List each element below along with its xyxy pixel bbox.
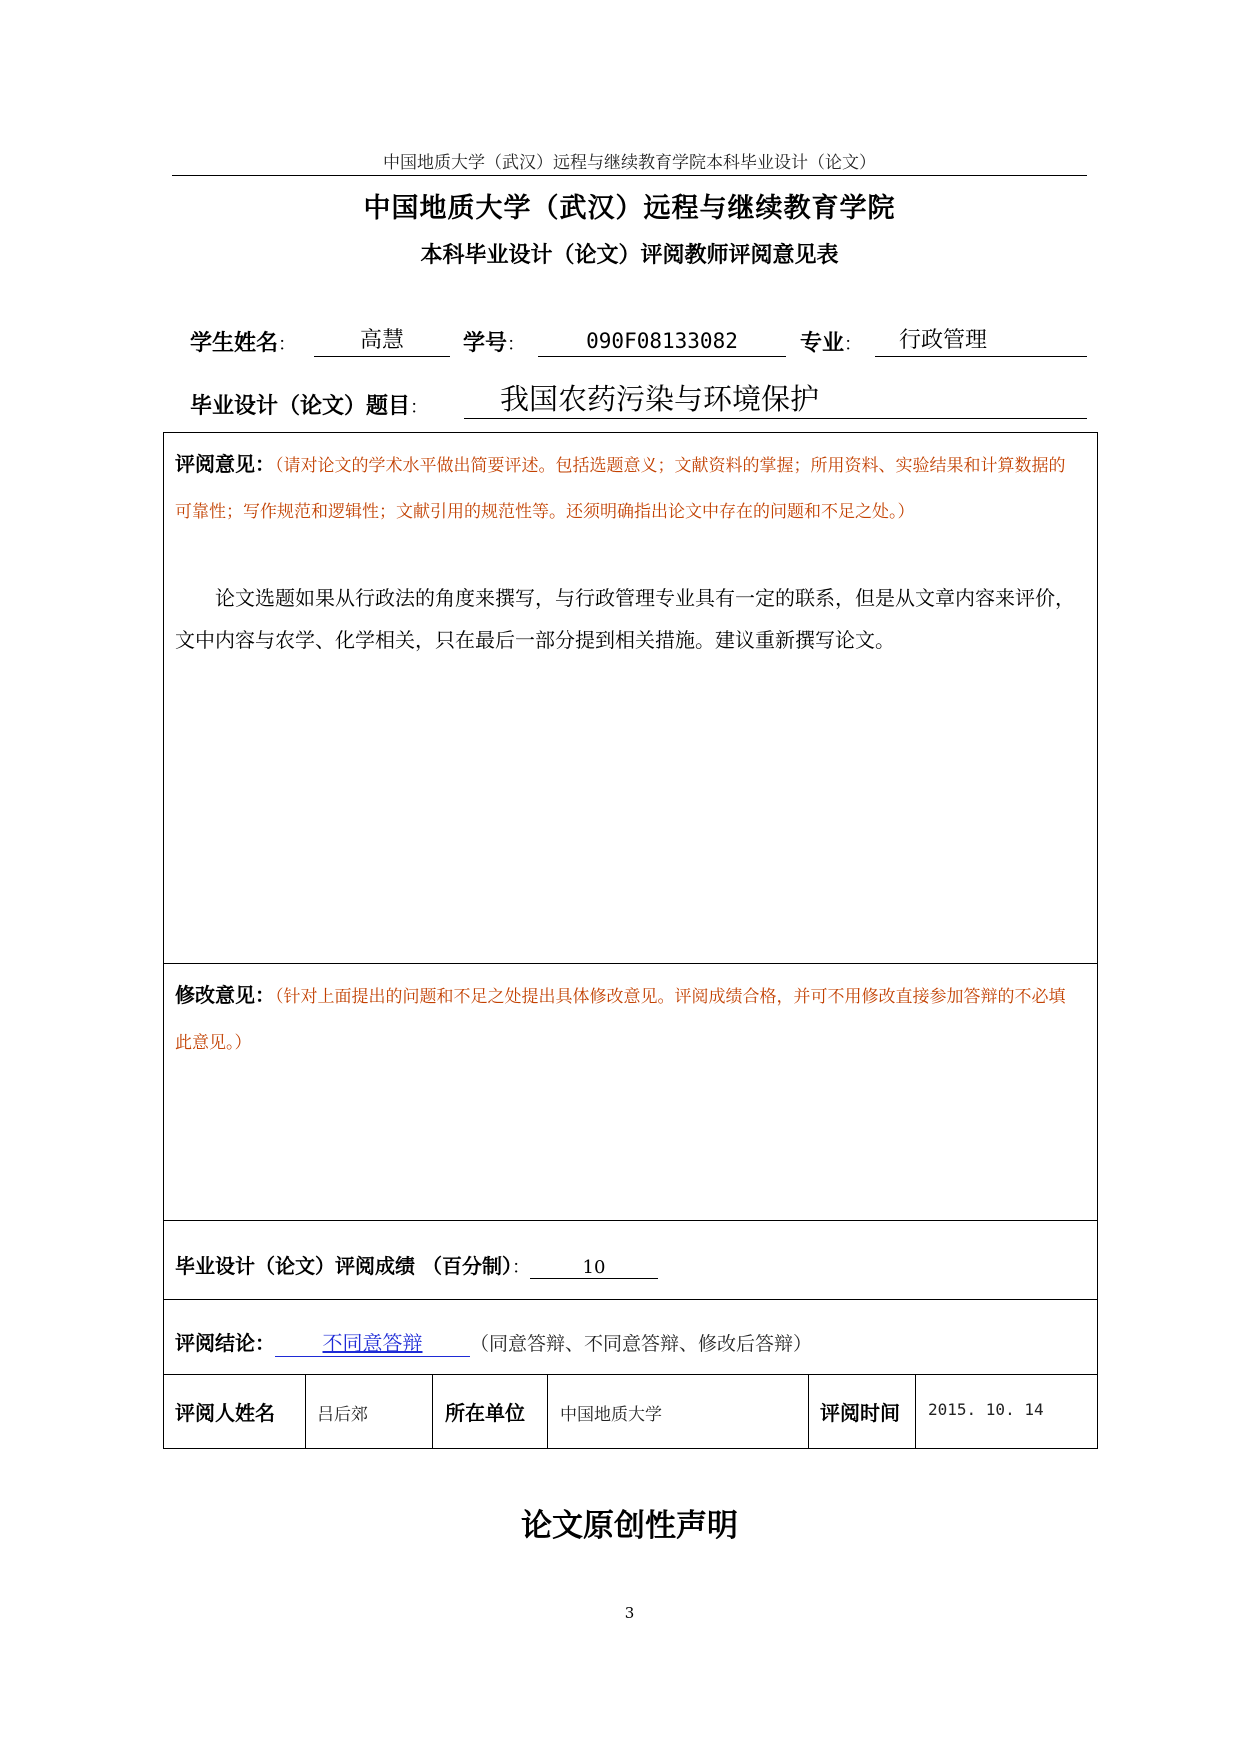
review-comment: 论文选题如果从行政法的角度来撰写，与行政管理专业具有一定的联系，但是从文章内容来评价，文中内容与农学、化学相关，只在最后一部分提到相关措施。建议重新撰写论文。 [175,586,1075,652]
page-number: 3 [624,1604,635,1622]
revision-heading: 修改意见： [175,983,275,1007]
originality-statement-title: 论文原创性声明 [521,1508,738,1544]
reviewer-unit-value: 中国地质大学 [560,1405,662,1425]
revision-instruction-block [175,972,1081,1066]
major-label-group [800,326,862,357]
student-name-field: 高慧 [314,326,450,357]
cell-divider [915,1374,916,1449]
review-date-value: 2015. 10. 14 [928,1400,1044,1419]
reviewer-unit-label: 所在单位 [445,1401,525,1425]
major-field: 行政管理 [875,326,1087,357]
header-rule [172,175,1087,176]
running-header: 中国地质大学（武汉）远程与继续教育学院本科毕业设计（论文） [383,153,876,173]
cell-divider [432,1374,433,1449]
review-instruction: （请对论文的学术水平做出简要评述。包括选题意义；文献资料的掌握；所用资料、实验结果和计算数据的可靠性；写作规范和逻辑性；文献引用的规范性等。还须明确指出论文中存在的问题和不足之处。） [175,456,1066,522]
conclusion-row [175,1327,812,1357]
row-separator [164,1220,1097,1221]
review-heading: 评阅意见： [175,452,275,476]
student-name-colon: ： [278,334,297,355]
reviewer-name-value: 吕后郊 [317,1405,368,1425]
student-id-field: 090F08133082 [538,326,786,357]
grade-row [175,1250,658,1279]
cell-divider [305,1374,306,1449]
row-separator [164,963,1097,964]
grade-label: 毕业设计（论文）评阅成绩 （百分制） [175,1254,512,1278]
student-id-label-group [463,326,525,357]
thesis-title-field: 我国农药污染与环境保护 [464,380,1087,419]
thesis-title-colon: ： [410,397,429,418]
student-name-label-group [190,326,296,357]
grade-value: 10 [530,1257,658,1279]
form-title: 中国地质大学（武汉）远程与继续教育学院 [363,193,896,224]
revision-section [175,972,1081,1066]
student-id-label: 学号 [463,330,508,356]
reviewer-name-label: 评阅人姓名 [175,1401,275,1425]
review-section [175,441,1081,661]
student-id-colon: ： [507,334,526,355]
cell-divider [547,1374,548,1449]
conclusion-label: 评阅结论： [175,1331,275,1355]
student-name-label: 学生姓名 [190,330,279,356]
major-colon: ： [844,334,863,355]
revision-instruction: （针对上面提出的问题和不足之处提出具体修改意见。评阅成绩合格，并可不用修改直接参加答辩的不必填此意见。） [175,987,1066,1053]
thesis-title-label: 毕业设计（论文）题目 [190,393,411,419]
row-separator [164,1299,1097,1300]
form-subtitle: 本科毕业设计（论文）评阅教师评阅意见表 [420,242,839,268]
conclusion-value: 不同意答辩 [275,1327,470,1357]
grade-colon: ： [511,1257,530,1278]
review-instruction-block [175,441,1081,535]
reviewer-row [164,1374,1097,1449]
review-form-table [163,432,1098,1449]
conclusion-options: （同意答辩、不同意答辩、修改后答辩） [470,1333,813,1355]
review-date-label: 评阅时间 [820,1401,900,1425]
thesis-title-label-group [190,389,428,420]
cell-divider [808,1374,809,1449]
major-label: 专业 [800,330,845,356]
